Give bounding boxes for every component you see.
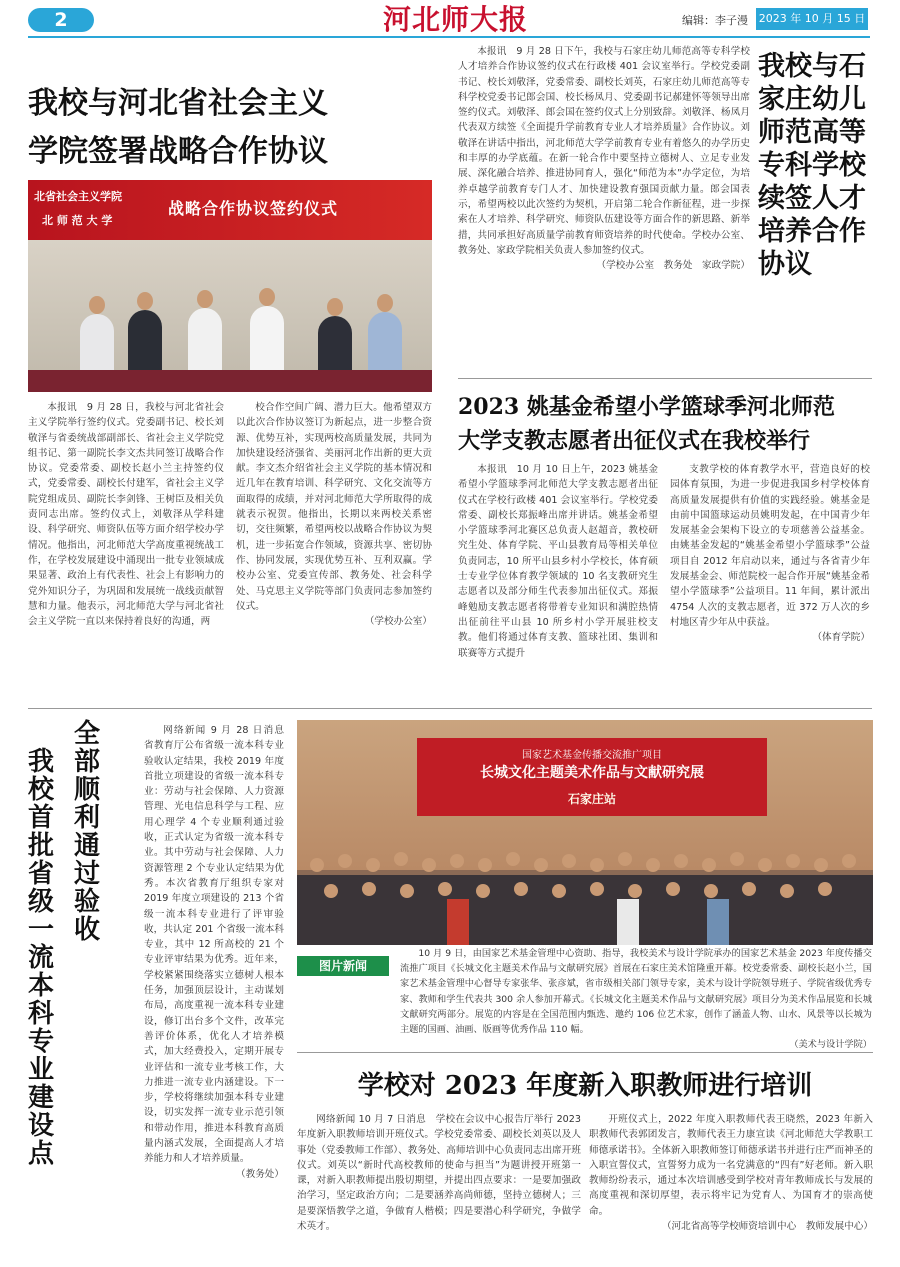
article3-source: （体育学院） [812, 632, 870, 644]
banner-org-line2: 北 师 范 大 学 [42, 214, 113, 227]
article1-source: （学校办公室） [364, 616, 432, 628]
article3-headline-line2: 大学支教志愿者出征仪式在我校举行 [458, 428, 811, 454]
photo-news-source: （美术与设计学院） [789, 1039, 872, 1051]
section-divider [28, 708, 872, 709]
exhibition-banner-line1: 国家艺术基金传播交流推广项目 [522, 750, 662, 761]
article4-source: （教务处） [236, 1168, 284, 1180]
article5-source: （河北省高等学校师资培训中心 教师发展中心） [661, 1221, 873, 1233]
article3-headline-line1: 2023 姚基金希望小学篮球季河北师范 [458, 394, 835, 420]
article1-column2 [236, 400, 432, 696]
article1-headline-line1: 我校与河北省社会主义 [28, 86, 328, 121]
exhibition-banner-line2: 长城文化主题美术作品与文献研究展 [480, 765, 704, 781]
crowd-figures [297, 825, 873, 945]
article4-body [144, 723, 294, 1255]
article1-column1: 本报讯 9 月 28 日，我校与河北省社会主义学院举行签约仪式。党委副书记、校长刘敬泽与省委统战部副部长、省社会主义学院党组书记、第一副院长李文杰共同签订战略合作协议。党委常委、副校长赵小兰主持签约仪式，党委常委、副校长付建军，省社会主义学院党组成员、副院长李剑锋、王树臣及相关负责同志出席。签约仪式上，刘敬泽从学科建设、科学研究、师资队伍等方面介绍学校办学情况。他指出，河北师范大学高度重视统战工作，在学校发展建设中涌现出一批专业领域成果显著、政治上有代表性、社会上有影响力的党外知识分子，为巩固和发展统一战线贡献智慧和力量。他表示，河北师范大学与河北省社会主义学院一直以来保持着良好的沟通，两 [28, 402, 224, 628]
article5-column2 [589, 1112, 873, 1260]
section-divider [297, 1052, 873, 1053]
article3-column2-text: 支教学校的体育教学水平，营造良好的校园体育氛围，为进一步促进我国乡村学校体育高质量发展提供有价值的实践经验。姚基金是由前中国篮球运动员姚明发起，在中国青少年发展基金会架构下设立的专项慈善公益基金。由姚基金发起的“姚基金希望小学篮球季”公益项目自 2012 年启动以来，通过与各省青少年发展基金会、师范院校一起合作开展“姚基金希望小学篮球季”公益项目。11 年间，累计派出 4754 人次的支教志愿者，近 372 万人次的乡村地区青少年从中获益。 [670, 464, 870, 628]
page-header [0, 0, 900, 40]
section-divider [458, 378, 872, 379]
article1-headline [28, 80, 448, 176]
article5-column2-text: 开班仪式上，2022 年度入职教师代表王晓然，2023 年新入职教师代表郭团发言，教师代表王力康宣读《河北师范大学教职工师德承诺书》。全体新入职教师签订师德承诺书并进行庄严而神圣的入职宣誓仪式，宣誓努力成为一名党满意的“四有”好老师。新入职教师纷纷表示，通过本次培训感受到学校对青年教师成长与发展的高度重视和深切厚望，表示将牢记为党育人、为国育才的崇高使命。 [589, 1114, 873, 1217]
ceremony-stage [28, 240, 432, 392]
photo-news-caption-text: 10 月 9 日，由国家艺术基金管理中心资助、指导，我校美术与设计学院承办的国家艺术基金 2023 年度传播交流推广项目《长城文化主题美术作品与文献研究展》首展在石家庄美术馆隆重开幕。校党委常委、副校长赵小兰，国家艺术基金管理中心督导专家张华、张彦斌，省市级相关部门领导专家，美术与设计学院领导班子、学院省级优秀专家、教师和学生代表共 300 余人参加开幕式。《长城文化主题美术作品与文献研究展》项目分为美术作品展览和长城文献研究两部分。展览的内容是在全国范围内甄选、邀约 106 位艺术家，创作了涵盖人物、山水、风景等以长城为主题的国画、油画、版画等优秀作品 110 幅。 [400, 948, 872, 1036]
article3-column1: 本报讯 10 月 10 日上午，2023 姚基金希望小学篮球季河北师范大学支教志愿者出征仪式在学校行政楼 401 会议室举行。学校党委常委、副校长郑振峰出席并讲话。姚基金希望小学篮球季河北赛区总负责人赵超音，教校研究生处、体育学院、平山县教育局等相关单位负责同志，10 所平山县乡村小学校长，体育硕士专业学位体育教学领域的 10 名支教研究生志愿者以及部分师生代表参加出征仪式。郑振峰勉励支教志愿者将带着专业知识和满腔热情出征前往平山县 10 所乡村小学开展驻校支教。他们将通过体育支教、篮球社团、集训和联赛等方式提升 [458, 464, 658, 659]
article1-headline-line2: 学院签署战略合作协议 [28, 134, 328, 169]
exhibition-banner [417, 738, 767, 816]
masthead-logo: 河北师大报 [383, 3, 529, 36]
signing-ceremony-banner [28, 180, 432, 240]
article4-text: 网络新闻 9 月 28 日消息 省教育厅公布省级一流本科专业验收认定结果，我校 2019 年度首批立项建设的省级一流本科专业：劳动与社会保障、人力资源管理、光电信息科学与工程、应用心理学 4 个专业顺利通过验收，正式认定为省级一流本科专业。其中劳动与社会保障、人力资源管理 2 个专业认定结果为优秀。本次省教育厅组织专家对 2019 年度立项建设的 213 个省级一流本科专业进行了评审验收，共认定 201 个省级一流本科专业，其中 12 所高校的 21 个专业评审结果为优秀。近年来，学校紧紧围绕落实立德树人根本任务，加强顶层设计，主动谋划布局，高度重视一流本科专业建设，修订出台多个文件，改革完善评价体系，优化人才培养模式，加大经费投入，定期开展专业评估和一流专业考核工作，大力推进一流专业内涵建设。下一步，学校将继续加强本科专业建设，切实发挥一流专业示范引领和带动作用，推进本科教育高质量内涵式发展，全面提高人才培养能力和人才培养质量。 [144, 725, 294, 1165]
signing-table [28, 370, 432, 392]
article3-column2 [670, 462, 870, 698]
article4-headline-col2: 我校首批省级一流本科专业建设点 [28, 747, 55, 1169]
article5-column1: 网络新闻 10 月 7 日消息 学校在会议中心报告厅举行 2023 年度新入职教师培训开班仪式。学校党委常委、副校长刘英以及人事处（党委教师工作部）、教务处、高师培训中心负责同志出席开班仪式。刘英以“新时代高校教师的使命与担当”为题讲授开班第一课，对新入职教师提出殷切期望，并提出四点要求：一是要加强政治学习，坚定政治方向；二是要涵养高尚师德，坚持立德树人；三是要深悟教学之道，争做育人楷模；四是要潜心科学研究，争做学术英才。 [297, 1114, 581, 1233]
article2-body [458, 44, 750, 356]
header-rule [28, 36, 870, 38]
article2-source: （学校办公室 教务处 家政学院） [596, 260, 750, 272]
issue-date: 2023 年 10 月 15 日 [756, 8, 868, 30]
article1-photo [28, 180, 432, 392]
photo-news-caption [400, 946, 872, 1051]
editor-credit: 编辑：李子漫 [682, 14, 748, 27]
exhibition-group-photo [297, 720, 873, 945]
banner-title: 战略合作协议签约仪式 [168, 199, 339, 218]
article1-column2-text: 校合作空间广阔、潜力巨大。他希望双方以此次合作协议签订为新起点，进一步整合资源、优势互补，实现两校高质量发展，共同为加快建设经济强省、美丽河北作出新的更大贡献。李文杰介绍省社会主义学院的基本情况和近几年在教育培训、科学研究、文化交流等方面取得的成绩，并对河北师范大学所取得的成就表示祝贺。他指出，长期以来两校关系密切，交往频繁，希望两校以战略合作协议为契机，进一步拓宽合作领域，资源共享、密切协作、协同发展，实现优势互补、互利双赢。学校办公室、党委宣传部、教务处、社会科学处、马克思主义学院等部门负责同志参加签约仪式。 [236, 402, 432, 612]
article4-headline-col1: 全部顺利通过验收 [74, 719, 101, 945]
article5-headline: 学校对 2023 年度新入职教师进行培训 [357, 1071, 813, 1101]
exhibition-banner-line3: 石家庄站 [567, 792, 616, 806]
photo-news-label: 图片新闻 [297, 956, 389, 976]
article3-headline [458, 390, 872, 458]
article2-headline: 我校与石家庄幼儿师范高等专科学校续签人才培养合作协议 [758, 51, 866, 280]
banner-org-line1: 北省社会主义学院 [34, 190, 122, 203]
article2-text: 本报讯 9 月 28 日下午，我校与石家庄幼儿师范高等专科学校人才培养合作协议签约仪式在行政楼 401 会议室举行。学校党委副书记、校长刘敬泽，党委常委、副校长刘英，石家庄幼儿师范高等专科学校党委书记郎会国、校长杨凤月、党委副书记郝建怀等领导出席签约仪式。刘敬泽、郎会国在签约仪式上分别致辞。刘敬泽、杨凤月代表双方续签《全面提升学前教育专业人才培养质量》合作协议。刘敬泽在讲话中指出，河北师范大学学前教育专业有着悠久的办学历史和丰厚的办学底蕴。在新一轮合作中要坚持立德树人、立足专业发展、深化融合培养、推进协同育人，强化“师范为本”办学定位，为培养卓越学前教育专门人才、加快建设教育强国贡献力量。郎会国表示，希望两校以此次签约为契机，开启第二轮合作新征程，进一步探索在人才培养、科学研究、师资队伍建设等方面合作的新思路、新举措，共同承担好高质量学前教育师资培养的时代使命。学校办公室、教务处、家政学院相关负责人参加签约仪式。 [458, 46, 750, 256]
page-number-badge: 2 [28, 8, 94, 32]
